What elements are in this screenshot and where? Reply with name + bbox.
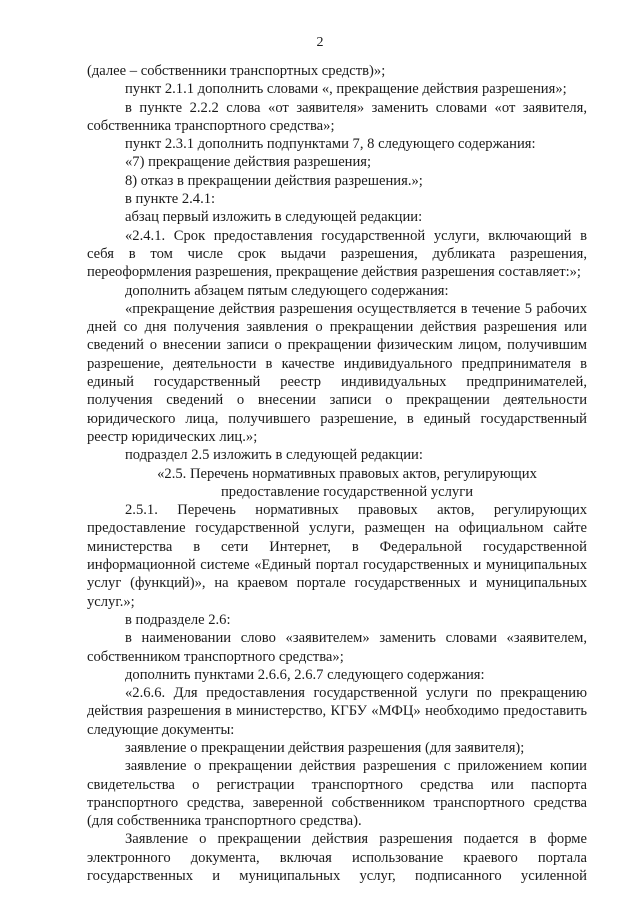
paragraph: 2.5.1. Перечень нормативных правовых актов, регулирующих предоставление государственной услуги, размещен на официальном сайте министерства в сети Интернет, в Федеральной государственной информационной системе «Единый портал государственных и муниципальных услуг (функций)», на краевом портале государственных и муниципальных услуг.»; <box>87 502 587 610</box>
paragraph: «2.4.1. Срок предоставления государственной услуги, включающий в себя в том числе срок выдачи разрешения, дубликата разрешения, переоформления разрешения, прекращение действия разрешения составляет:»; <box>87 227 587 281</box>
paragraph: «2.6.6. Для предоставления государственной услуги по прекращению действия разрешения в министерство, КГБУ «МФЦ» необходимо предоставить следующие документы: <box>87 685 587 738</box>
paragraph: в наименовании слово «заявителем» заменить словами «заявителем, собственником транспортного средства»; <box>87 630 587 665</box>
section-heading: «2.5. Перечень нормативных правовых актов, регулирующих <box>157 465 537 482</box>
paragraph: Заявление о прекращении действия разрешения подается в форме электронного документа, включая использование краевого портала государственных и муниципальных услуг, подписанного усиленной <box>87 831 587 885</box>
paragraph: подраздел 2.5 изложить в следующей редакции: <box>125 447 423 464</box>
paragraph: дополнить пунктами 2.6.6, 2.6.7 следующего содержания: <box>125 666 485 683</box>
document-body <box>87 62 587 885</box>
paragraph: в пункте 2.2.2 слова «от заявителя» заменить словами «от заявителя, собственника транспортного средства»; <box>87 99 587 134</box>
paragraph: заявление о прекращении действия разрешения (для заявителя); <box>125 739 525 756</box>
paragraph: абзац первый изложить в следующей редакции: <box>125 209 423 226</box>
paragraph: «прекращение действия разрешения осуществляется в течение 5 рабочих дней со дня получения заявления о прекращении действия разрешения или сведений о внесении записи о прекращении физическим лицом, получившим разрешение, деятельности в качестве индивидуального предпринимателя в единый государственный реестр индивидуальных предпринимателей, получения сведений о внесении записи о прекращении деятельности юридического лица, получившего разрешение, в единый государственный реестр юридических лиц.»; <box>87 300 587 445</box>
paragraph: в пункте 2.4.1: <box>125 191 216 208</box>
paragraph: 8) отказ в прекращении действия разрешения.»; <box>125 172 423 189</box>
paragraph: дополнить абзацем пятым следующего содержания: <box>125 282 449 299</box>
paragraph: «7) прекращение действия разрешения; <box>125 154 372 171</box>
page-number: 2 <box>316 35 324 50</box>
paragraph: пункт 2.3.1 дополнить подпунктами 7, 8 следующего содержания: <box>125 136 536 153</box>
paragraph: (далее – собственники транспортных средств)»; <box>87 63 386 79</box>
paragraph: заявление о прекращении действия разрешения с приложением копии свидетельства о регистрации транспортного средства или паспорта транспортного средства, заверенной собственником транспортного средства (для собственника транспортного средства). <box>87 758 587 830</box>
section-heading: предоставление государственной услуги <box>221 483 473 500</box>
paragraph: в подразделе 2.6: <box>125 611 231 628</box>
paragraph: пункт 2.1.1 дополнить словами «, прекращение действия разрешения»; <box>125 81 567 98</box>
